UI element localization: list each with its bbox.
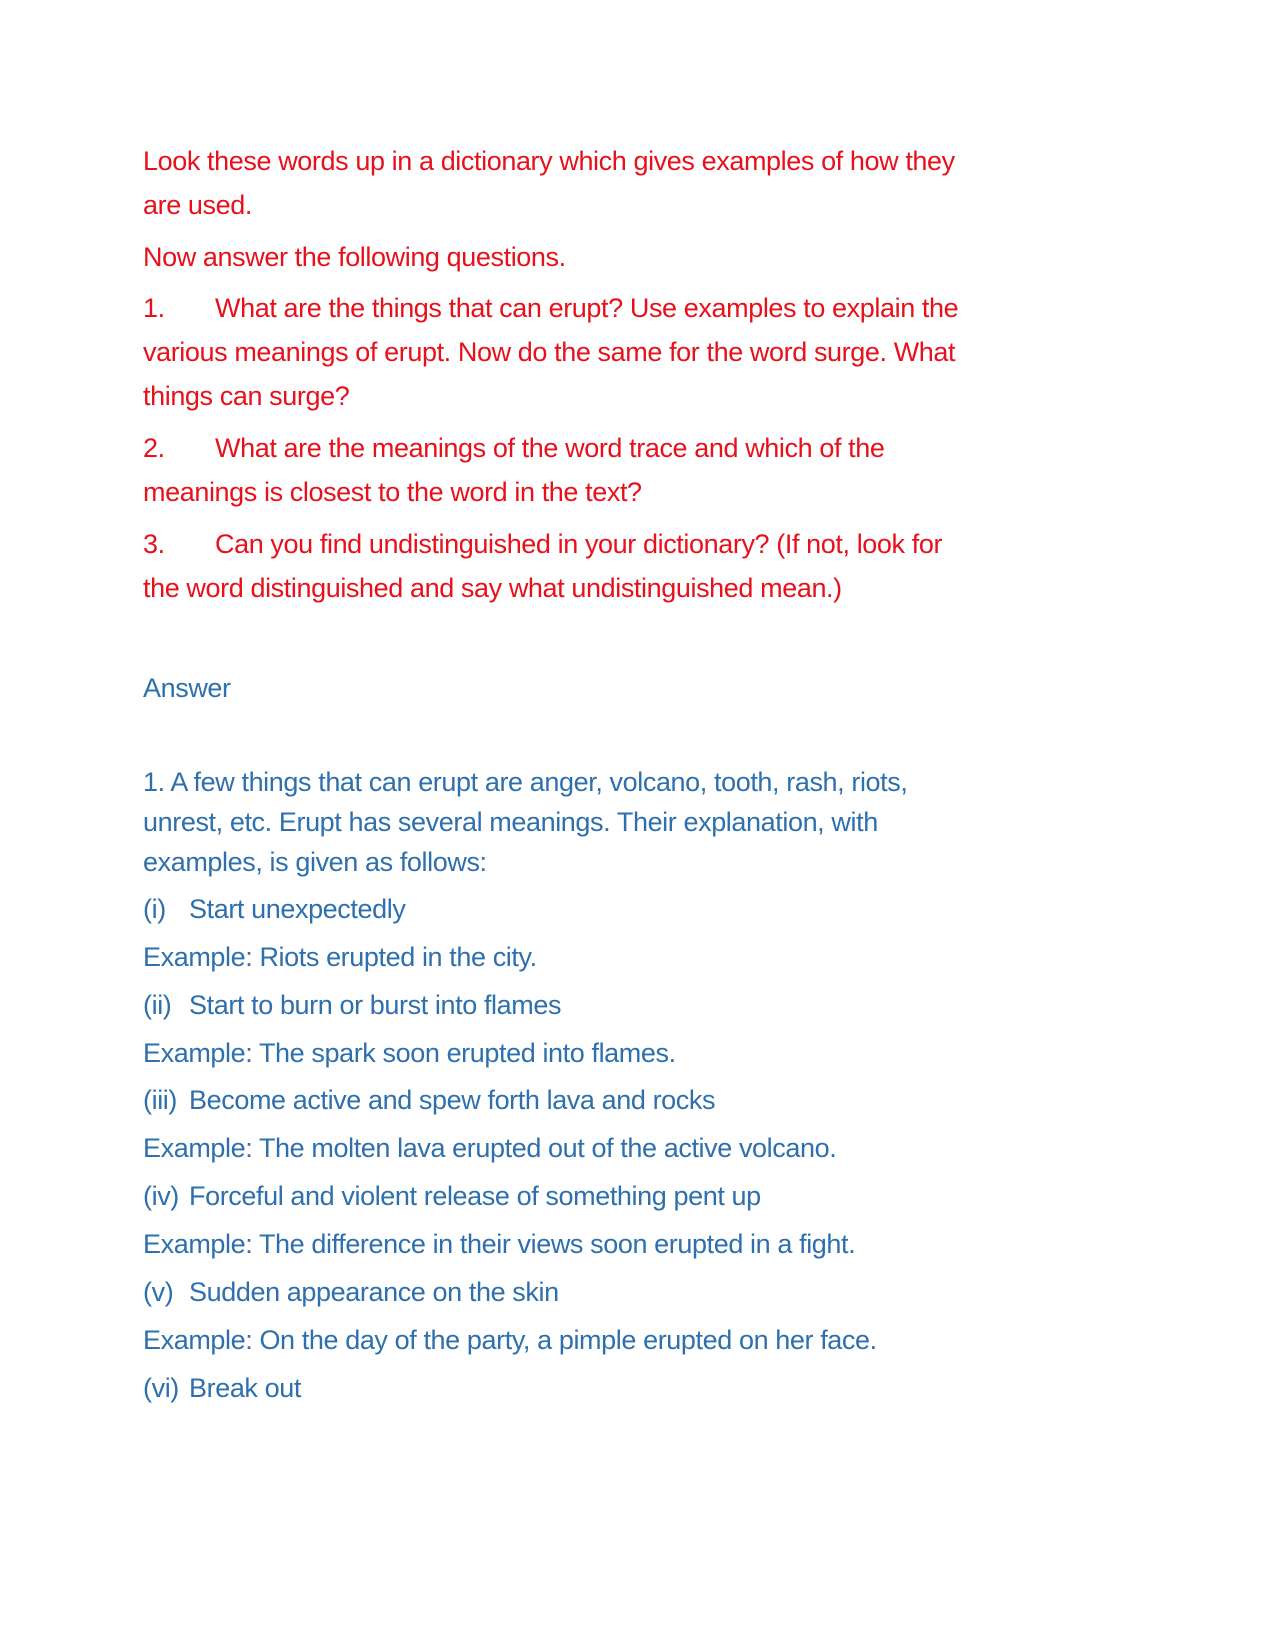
- question-1: [143, 293, 958, 324]
- meaning-example: Example: On the day of the party, a pimple erupted on her face.: [143, 1325, 877, 1355]
- meaning-item: [143, 1373, 301, 1404]
- question-text: What are the meanings of the word trace and which of the: [215, 433, 885, 463]
- meaning-text: Start unexpectedly: [189, 894, 406, 924]
- meaning-example: Example: The difference in their views soon erupted in a fight.: [143, 1229, 856, 1259]
- meaning-item: [143, 1085, 715, 1116]
- question-text: Can you find undistinguished in your dictionary? (If not, look for: [215, 529, 943, 559]
- question-2: [143, 433, 885, 464]
- meaning-label: (iv): [143, 1181, 179, 1211]
- meaning-example: Example: The spark soon erupted into flames.: [143, 1038, 676, 1068]
- answer-intro-line: unrest, etc. Erupt has several meanings. Their explanation, with: [143, 807, 878, 837]
- meaning-item: [143, 990, 561, 1021]
- question-3: [143, 529, 942, 560]
- meaning-label: (iii): [143, 1085, 177, 1115]
- question-text: the word distinguished and say what undistinguished mean.): [143, 573, 842, 603]
- meaning-label: (ii): [143, 990, 172, 1020]
- meaning-text: Sudden appearance on the skin: [189, 1277, 559, 1307]
- answer-intro-line: 1. A few things that can erupt are anger, volcano, tooth, rash, riots,: [143, 767, 908, 797]
- answer-intro-line: examples, is given as follows:: [143, 847, 487, 877]
- instruction-line: are used.: [143, 190, 252, 220]
- meaning-label: (vi): [143, 1373, 179, 1403]
- question-text: meanings is closest to the word in the text?: [143, 477, 642, 507]
- meaning-label: (v): [143, 1277, 174, 1307]
- question-text: things can surge?: [143, 381, 350, 411]
- meaning-label: (i): [143, 894, 166, 924]
- meaning-example: Example: The molten lava erupted out of the active volcano.: [143, 1133, 837, 1163]
- meaning-text: Start to burn or burst into flames: [189, 990, 562, 1020]
- meaning-text: Become active and spew forth lava and rocks: [189, 1085, 716, 1115]
- question-number: 2.: [143, 433, 165, 463]
- meaning-item: [143, 894, 405, 925]
- meaning-text: Break out: [189, 1373, 301, 1403]
- answer-heading: Answer: [143, 673, 231, 703]
- meaning-text: Forceful and violent release of something pent up: [189, 1181, 761, 1211]
- question-number: 1.: [143, 293, 165, 323]
- meaning-item: [143, 1181, 761, 1212]
- question-number: 3.: [143, 529, 165, 559]
- question-text: various meanings of erupt. Now do the same for the word surge. What: [143, 337, 956, 367]
- meaning-example: Example: Riots erupted in the city.: [143, 942, 537, 972]
- instruction-line: Look these words up in a dictionary which gives examples of how they: [143, 146, 955, 176]
- question-text: What are the things that can erupt? Use examples to explain the: [215, 293, 959, 323]
- instruction-line: Now answer the following questions.: [143, 242, 566, 272]
- meaning-item: [143, 1277, 559, 1308]
